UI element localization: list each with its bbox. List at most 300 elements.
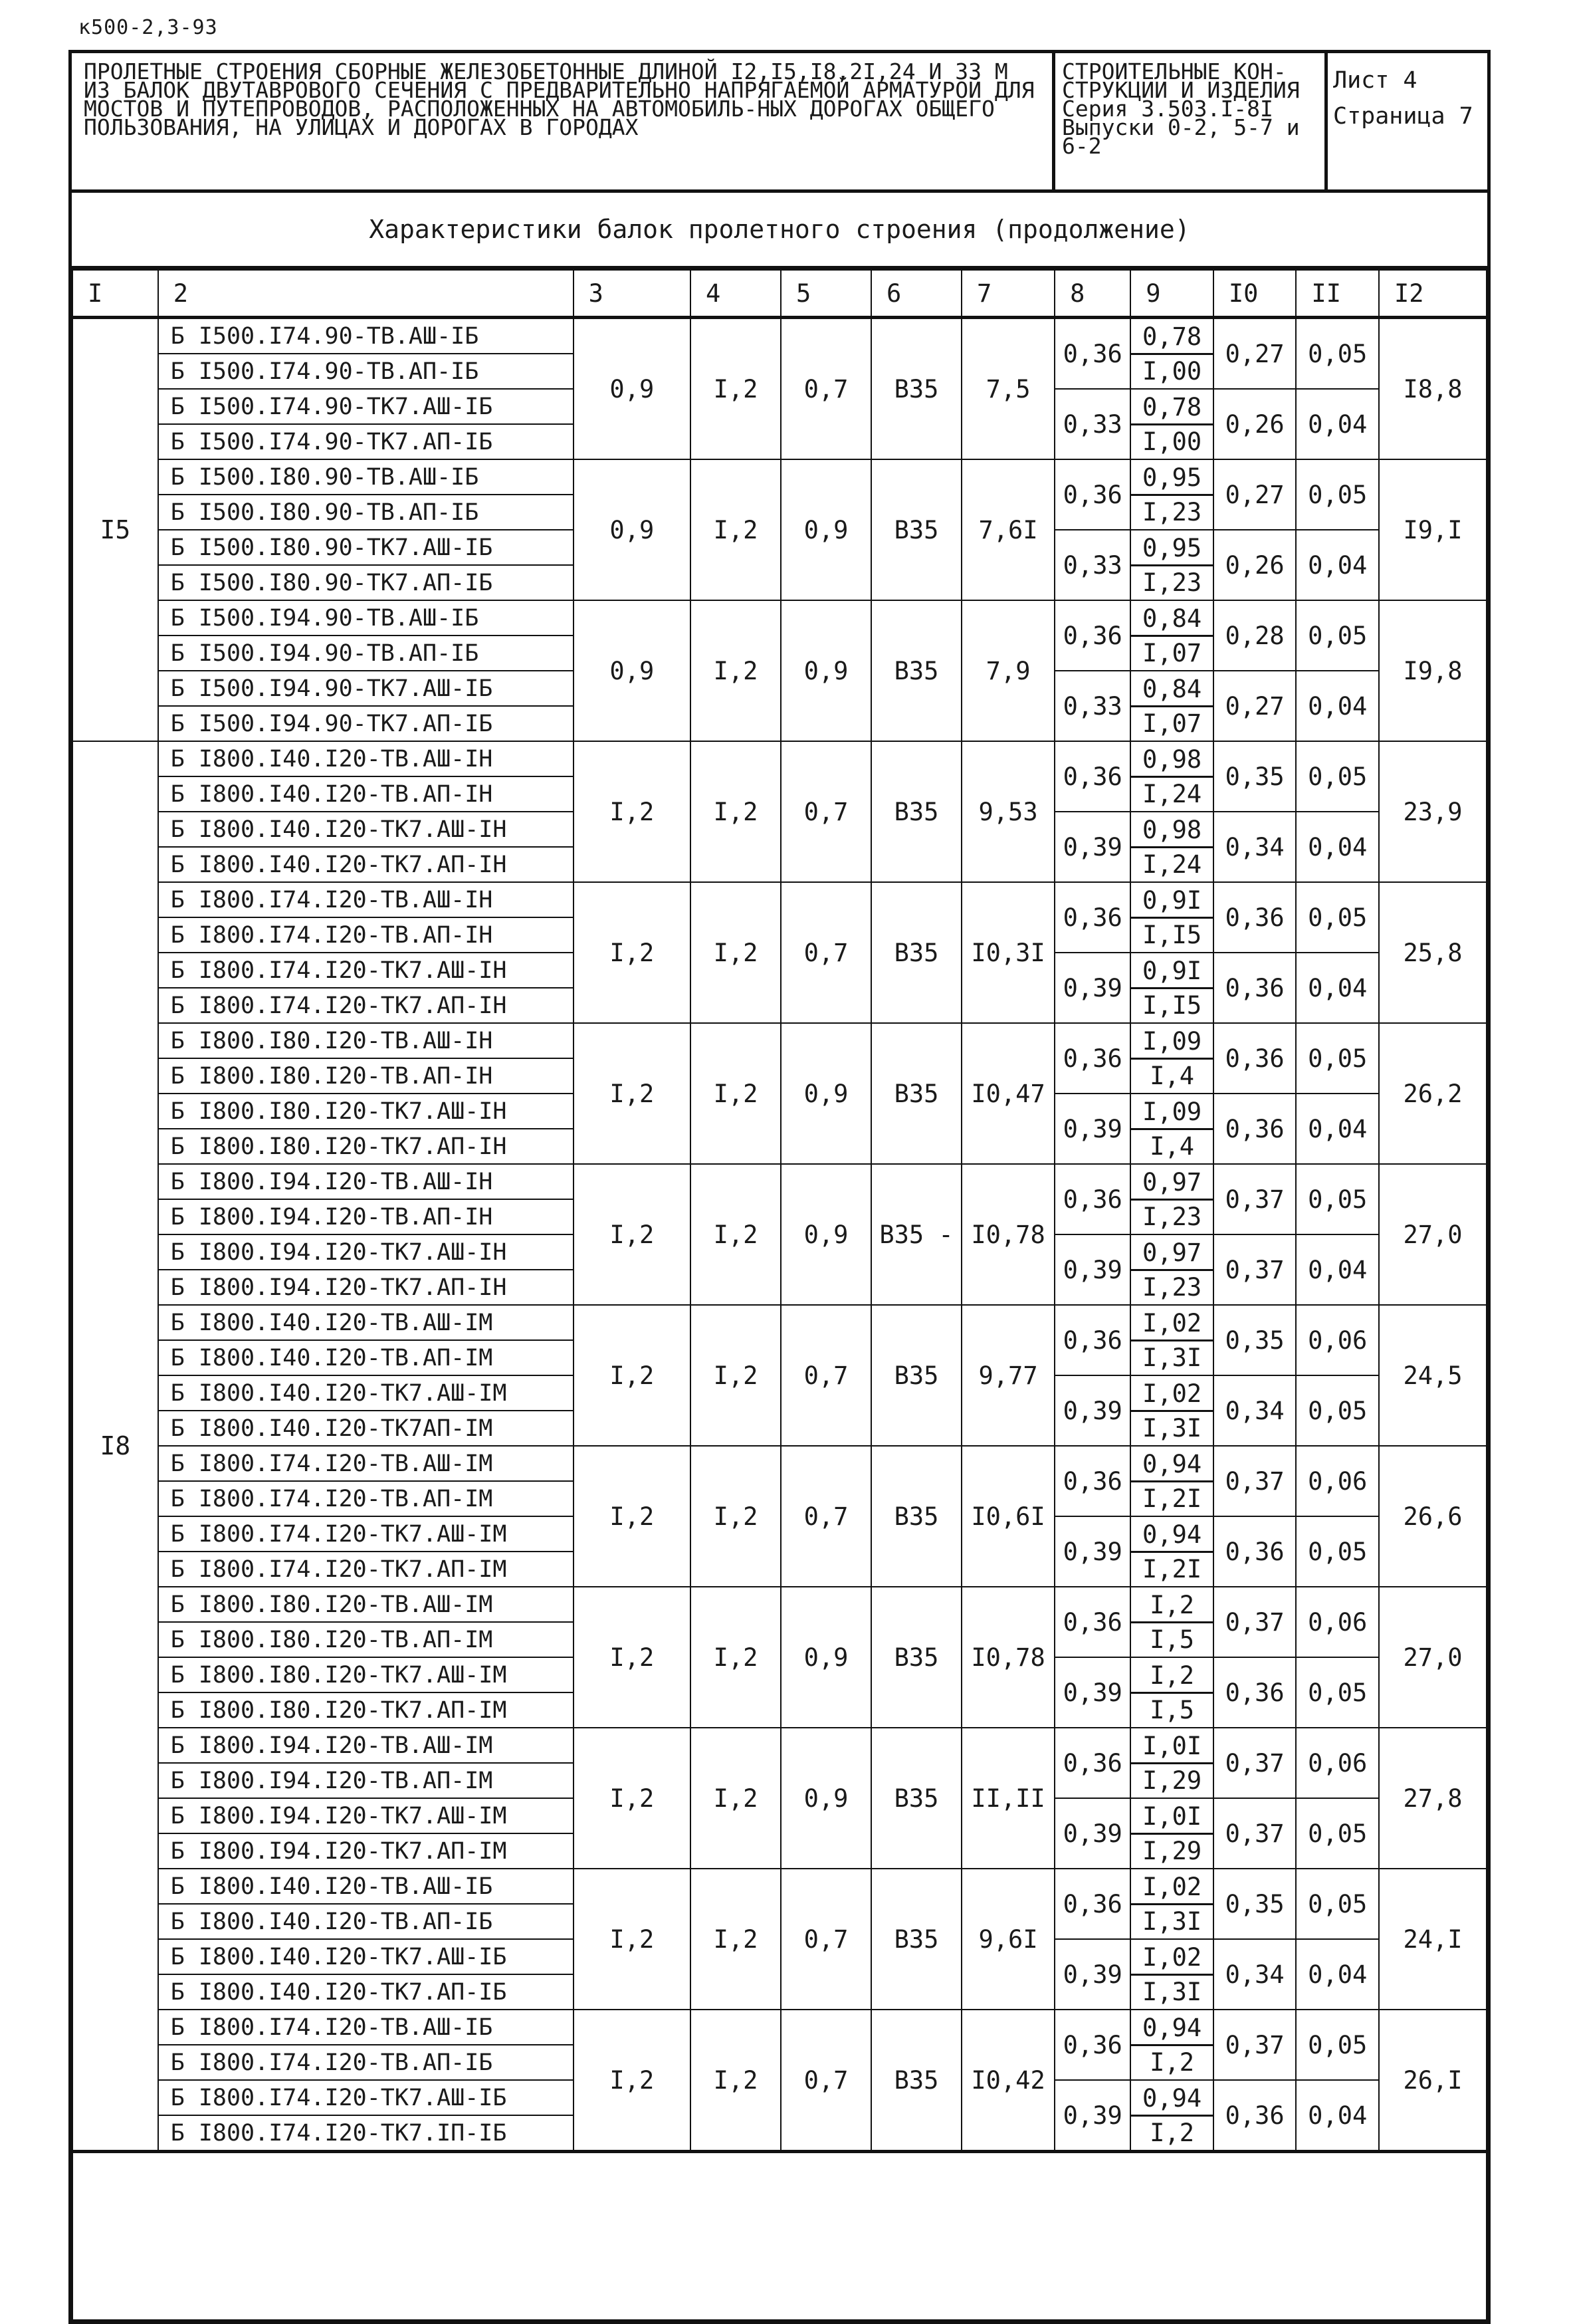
empty-footer-row xyxy=(72,2152,1487,2321)
ratio-numerator: I,2 xyxy=(1131,1589,1213,1623)
beam-mark-cell: Б I800.I40.I20-ТВ.АП-IН xyxy=(158,776,574,812)
col11-cell: 0,05 xyxy=(1296,882,1379,953)
col10-cell: 0,27 xyxy=(1213,459,1297,530)
col8-cell: 0,39 xyxy=(1055,1094,1130,1164)
col5-cell: 0,9 xyxy=(781,1023,871,1164)
col11-cell: 0,06 xyxy=(1296,1728,1379,1798)
col10-cell: 0,36 xyxy=(1213,953,1297,1023)
beam-mark-cell: Б I800.I74.I20-ТВ.АП-IН xyxy=(158,917,574,953)
col10-cell: 0,36 xyxy=(1213,1023,1297,1094)
ratio-numerator: I,02 xyxy=(1131,1871,1213,1905)
col5-cell: 0,7 xyxy=(781,882,871,1023)
col8-cell: 0,36 xyxy=(1055,1164,1130,1234)
reinforcement-ratio-cell xyxy=(1130,812,1213,882)
col10-cell: 0,34 xyxy=(1213,1939,1297,2010)
col3-cell: I,2 xyxy=(574,1446,690,1587)
table-row xyxy=(72,1023,1487,1058)
col10-cell: 0,26 xyxy=(1213,530,1297,600)
col11-cell: 0,05 xyxy=(1296,1375,1379,1446)
col3-cell: I,2 xyxy=(574,741,690,882)
col4-cell: I,2 xyxy=(690,741,781,882)
reinforcement-ratio-cell xyxy=(1130,1094,1213,1164)
header-cell: 2 xyxy=(158,270,574,318)
document-code: к500-2,3-93 xyxy=(78,16,218,39)
ratio-denominator: I,23 xyxy=(1142,497,1202,526)
col10-cell: 0,37 xyxy=(1213,1728,1297,1798)
col5-cell: 0,7 xyxy=(781,1305,871,1446)
col8-cell: 0,39 xyxy=(1055,1516,1130,1587)
beam-mark-cell: Б I800.I74.I20-ТВ.АП-IБ xyxy=(158,2045,574,2080)
col5-cell: 0,9 xyxy=(781,600,871,741)
table-row xyxy=(72,1305,1487,1340)
ratio-denominator: I,24 xyxy=(1142,850,1202,879)
ratio-numerator: I,0I xyxy=(1131,1800,1213,1835)
page-number: Страница 7 xyxy=(1333,103,1473,130)
concrete-class-cell: В35 xyxy=(871,1305,962,1446)
beam-mark-cell: Б I800.I74.I20-ТК7.АШ-IБ xyxy=(158,2080,574,2115)
weight-cell: 27,0 xyxy=(1379,1164,1487,1305)
col5-cell: 0,7 xyxy=(781,1869,871,2010)
col7-cell: 7,9 xyxy=(962,600,1055,741)
concrete-class-cell: В35 - xyxy=(871,1164,962,1305)
concrete-class-cell: В35 xyxy=(871,1023,962,1164)
weight-cell: 26,2 xyxy=(1379,1023,1487,1164)
reinforcement-ratio-cell xyxy=(1130,1798,1213,1869)
col11-cell: 0,04 xyxy=(1296,1234,1379,1305)
col10-cell: 0,35 xyxy=(1213,1305,1297,1375)
col11-cell: 0,05 xyxy=(1296,1657,1379,1728)
beam-mark-cell: Б I800.I74.I20-ТВ.АШ-IМ xyxy=(158,1446,574,1481)
reinforcement-ratio-cell xyxy=(1130,1234,1213,1305)
col11-cell: 0,04 xyxy=(1296,671,1379,741)
col11-cell: 0,05 xyxy=(1296,1798,1379,1869)
beam-characteristics-table xyxy=(72,269,1487,2321)
col4-cell: I,2 xyxy=(690,600,781,741)
col3-cell: I,2 xyxy=(574,1587,690,1728)
sheet-info xyxy=(1328,53,1487,189)
table-row xyxy=(72,318,1487,354)
beam-mark-cell: Б I800.I80.I20-ТВ.АП-IН xyxy=(158,1058,574,1094)
beam-mark-cell: Б I500.I74.90-ТК7.АП-IБ xyxy=(158,424,574,459)
beam-mark-cell: Б I500.I94.90-ТВ.АП-IБ xyxy=(158,636,574,671)
weight-cell: 26,I xyxy=(1379,2010,1487,2152)
col8-cell: 0,39 xyxy=(1055,2080,1130,2152)
ratio-numerator: 0,94 xyxy=(1131,1518,1213,1553)
col4-cell: I,2 xyxy=(690,1446,781,1587)
col8-cell: 0,36 xyxy=(1055,882,1130,953)
col7-cell: I0,78 xyxy=(962,1587,1055,1728)
ratio-denominator: I,4 xyxy=(1150,1061,1194,1090)
ratio-numerator: I,2 xyxy=(1131,1659,1213,1694)
concrete-class-cell: В35 xyxy=(871,741,962,882)
beam-mark-cell: Б I800.I40.I20-ТК7АП-IМ xyxy=(158,1411,574,1446)
beam-mark-cell: Б I500.I74.90-ТВ.АШ-IБ xyxy=(158,318,574,354)
col5-cell: 0,9 xyxy=(781,1164,871,1305)
weight-cell: 24,I xyxy=(1379,1869,1487,2010)
ratio-denominator: I,3I xyxy=(1142,1977,1202,2006)
reinforcement-ratio-cell xyxy=(1130,882,1213,953)
ratio-numerator: 0,84 xyxy=(1131,673,1213,707)
reinforcement-ratio-cell xyxy=(1130,741,1213,812)
document-title: ПРОЛЕТНЫЕ СТРОЕНИЯ СБОРНЫЕ ЖЕЛЕЗОБЕТОННЫЕ ДЛИНОЙ I2,I5,I8,2I,24 И 33 М ИЗ БАЛОК ДВУТАВРОВОГО СЕЧЕНИЯ С ПРЕДВАРИТЕЛЬНО НАПРЯГАЕМОЙ АРМАТУРОЙ ДЛЯ МОСТОВ И ПУТЕПРОВОДОВ, РАСПОЛОЖЕННЫХ НА АВТОМОБИЛЬ-НЫХ ДОРОГАХ ОБЩЕГО ПОЛЬЗОВАНИЯ, НА УЛИЦАХ И ДОРОГАХ В ГОРОДАХ xyxy=(72,53,1055,189)
reinforcement-ratio-cell xyxy=(1130,1657,1213,1728)
table-row xyxy=(72,600,1487,636)
weight-cell: 26,6 xyxy=(1379,1446,1487,1587)
col4-cell: I,2 xyxy=(690,1728,781,1869)
concrete-class-cell: В35 xyxy=(871,882,962,1023)
col4-cell: I,2 xyxy=(690,318,781,460)
empty-cell xyxy=(72,2152,1487,2321)
ratio-denominator: I,2 xyxy=(1150,2047,1194,2077)
beam-mark-cell: Б I800.I40.I20-ТВ.АШ-IМ xyxy=(158,1305,574,1340)
col3-cell: I,2 xyxy=(574,1305,690,1446)
col8-cell: 0,39 xyxy=(1055,1657,1130,1728)
col11-cell: 0,05 xyxy=(1296,1516,1379,1587)
ratio-denominator: I,29 xyxy=(1142,1836,1202,1865)
beam-mark-cell: Б I500.I80.90-ТВ.АП-IБ xyxy=(158,495,574,530)
col8-cell: 0,36 xyxy=(1055,1305,1130,1375)
reinforcement-ratio-cell xyxy=(1130,2010,1213,2080)
ratio-denominator: I,2 xyxy=(1150,2118,1194,2147)
col3-cell: I,2 xyxy=(574,2010,690,2152)
beam-mark-cell: Б I800.I80.I20-ТВ.АП-IМ xyxy=(158,1622,574,1657)
beam-mark-cell: Б I800.I40.I20-ТВ.АШ-IБ xyxy=(158,1869,574,1904)
ratio-denominator: I,07 xyxy=(1142,709,1202,738)
weight-cell: 23,9 xyxy=(1379,741,1487,882)
ratio-numerator: I,02 xyxy=(1131,1941,1213,1976)
reinforcement-ratio-cell xyxy=(1130,1869,1213,1939)
col4-cell: I,2 xyxy=(690,459,781,600)
beam-mark-cell: Б I800.I74.I20-ТК7.АП-IМ xyxy=(158,1552,574,1587)
reinforcement-ratio-cell xyxy=(1130,671,1213,741)
col10-cell: 0,34 xyxy=(1213,812,1297,882)
drawing-frame xyxy=(68,50,1491,2324)
beam-mark-cell: Б I500.I80.90-ТВ.АШ-IБ xyxy=(158,459,574,495)
ratio-denominator: I,3I xyxy=(1142,1907,1202,1936)
table-row xyxy=(72,1587,1487,1622)
col3-cell: 0,9 xyxy=(574,459,690,600)
col8-cell: 0,39 xyxy=(1055,1798,1130,1869)
col4-cell: I,2 xyxy=(690,1164,781,1305)
reinforcement-ratio-cell xyxy=(1130,1939,1213,2010)
beam-mark-cell: Б I800.I94.I20-ТВ.АП-IМ xyxy=(158,1763,574,1798)
concrete-class-cell: В35 xyxy=(871,318,962,460)
col10-cell: 0,37 xyxy=(1213,1798,1297,1869)
col4-cell: I,2 xyxy=(690,2010,781,2152)
table-row xyxy=(72,2010,1487,2045)
reinforcement-ratio-cell xyxy=(1130,2080,1213,2152)
beam-mark-cell: Б I500.I94.90-ТВ.АШ-IБ xyxy=(158,600,574,636)
table-row xyxy=(72,1164,1487,1199)
beam-mark-cell: Б I800.I94.I20-ТК7.АП-IМ xyxy=(158,1833,574,1869)
concrete-class-cell: В35 xyxy=(871,1728,962,1869)
reinforcement-ratio-cell xyxy=(1130,530,1213,600)
beam-mark-cell: Б I800.I40.I20-ТВ.АШ-IН xyxy=(158,741,574,776)
col11-cell: 0,06 xyxy=(1296,1446,1379,1516)
table-caption: Характеристики балок пролетного строения (продолжение) xyxy=(72,193,1487,269)
col8-cell: 0,36 xyxy=(1055,1728,1130,1798)
reinforcement-ratio-cell xyxy=(1130,1587,1213,1657)
ratio-numerator: 0,9I xyxy=(1131,884,1213,919)
span-length-cell: I5 xyxy=(72,318,158,742)
col7-cell: 9,77 xyxy=(962,1305,1055,1446)
col8-cell: 0,39 xyxy=(1055,953,1130,1023)
col11-cell: 0,05 xyxy=(1296,459,1379,530)
ratio-denominator: I,5 xyxy=(1150,1625,1194,1654)
ratio-numerator: 0,98 xyxy=(1131,814,1213,848)
beam-mark-cell: Б I800.I74.I20-ТК7.АШ-IН xyxy=(158,953,574,988)
beam-mark-cell: Б I800.I74.I20-ТВ.АП-IМ xyxy=(158,1481,574,1516)
col8-cell: 0,36 xyxy=(1055,741,1130,812)
col3-cell: 0,9 xyxy=(574,318,690,460)
col5-cell: 0,7 xyxy=(781,318,871,460)
reinforcement-ratio-cell xyxy=(1130,1728,1213,1798)
col11-cell: 0,05 xyxy=(1296,1023,1379,1094)
ratio-numerator: 0,98 xyxy=(1131,743,1213,778)
ratio-numerator: 0,78 xyxy=(1131,320,1213,355)
col10-cell: 0,28 xyxy=(1213,600,1297,671)
col11-cell: 0,04 xyxy=(1296,812,1379,882)
col11-cell: 0,04 xyxy=(1296,1939,1379,2010)
header-cell: I0 xyxy=(1213,270,1297,318)
reinforcement-ratio-cell xyxy=(1130,1164,1213,1234)
concrete-class-cell: В35 xyxy=(871,2010,962,2152)
col10-cell: 0,27 xyxy=(1213,318,1297,390)
ratio-numerator: 0,94 xyxy=(1131,2012,1213,2046)
ratio-numerator: 0,95 xyxy=(1131,532,1213,566)
beam-mark-cell: Б I800.I94.I20-ТВ.АШ-IН xyxy=(158,1164,574,1199)
col7-cell: I0,6I xyxy=(962,1446,1055,1587)
col7-cell: I0,47 xyxy=(962,1023,1055,1164)
ratio-numerator: 0,78 xyxy=(1131,391,1213,425)
ratio-denominator: I,3I xyxy=(1142,1343,1202,1372)
beam-mark-cell: Б I800.I40.I20-ТК7.АП-IБ xyxy=(158,1974,574,2010)
col10-cell: 0,36 xyxy=(1213,882,1297,953)
reinforcement-ratio-cell xyxy=(1130,953,1213,1023)
table-row xyxy=(72,1446,1487,1481)
beam-mark-cell: Б I800.I80.I20-ТК7.АП-IМ xyxy=(158,1692,574,1728)
beam-mark-cell: Б I500.I74.90-ТК7.АШ-IБ xyxy=(158,389,574,424)
beam-mark-cell: Б I800.I94.I20-ТК7.АШ-IН xyxy=(158,1234,574,1270)
col10-cell: 0,36 xyxy=(1213,1657,1297,1728)
header-cell: I xyxy=(72,270,158,318)
col11-cell: 0,04 xyxy=(1296,530,1379,600)
ratio-denominator: I,23 xyxy=(1142,1202,1202,1231)
beam-mark-cell: Б I800.I74.I20-ТК7.АП-IН xyxy=(158,988,574,1023)
col10-cell: 0,36 xyxy=(1213,1516,1297,1587)
table-row xyxy=(72,1728,1487,1763)
col10-cell: 0,37 xyxy=(1213,1446,1297,1516)
beam-mark-cell: Б I800.I40.I20-ТК7.АШ-IН xyxy=(158,812,574,847)
col10-cell: 0,34 xyxy=(1213,1375,1297,1446)
col8-cell: 0,39 xyxy=(1055,1234,1130,1305)
beam-mark-cell: Б I800.I40.I20-ТК7.АП-IН xyxy=(158,847,574,882)
col10-cell: 0,26 xyxy=(1213,389,1297,459)
col8-cell: 0,36 xyxy=(1055,1446,1130,1516)
ratio-numerator: 0,97 xyxy=(1131,1236,1213,1271)
header-cell: 9 xyxy=(1130,270,1213,318)
beam-mark-cell: Б I500.I80.90-ТК7.АШ-IБ xyxy=(158,530,574,565)
header-cell: 7 xyxy=(962,270,1055,318)
col8-cell: 0,36 xyxy=(1055,459,1130,530)
col4-cell: I,2 xyxy=(690,1587,781,1728)
ratio-denominator: I,23 xyxy=(1142,1272,1202,1302)
header-cell: 4 xyxy=(690,270,781,318)
ratio-numerator: 0,94 xyxy=(1131,1448,1213,1482)
col10-cell: 0,37 xyxy=(1213,1234,1297,1305)
col7-cell: I0,3I xyxy=(962,882,1055,1023)
col11-cell: 0,04 xyxy=(1296,1094,1379,1164)
col5-cell: 0,9 xyxy=(781,459,871,600)
col4-cell: I,2 xyxy=(690,1869,781,2010)
reinforcement-ratio-cell xyxy=(1130,459,1213,530)
col11-cell: 0,04 xyxy=(1296,953,1379,1023)
col8-cell: 0,36 xyxy=(1055,1587,1130,1657)
ratio-denominator: I,3I xyxy=(1142,1413,1202,1443)
ratio-numerator: I,0I xyxy=(1131,1730,1213,1764)
ratio-numerator: I,09 xyxy=(1131,1025,1213,1060)
col4-cell: I,2 xyxy=(690,1305,781,1446)
col10-cell: 0,37 xyxy=(1213,2010,1297,2080)
col8-cell: 0,39 xyxy=(1055,1939,1130,2010)
col11-cell: 0,05 xyxy=(1296,318,1379,390)
weight-cell: 25,8 xyxy=(1379,882,1487,1023)
col11-cell: 0,06 xyxy=(1296,1305,1379,1375)
header-row xyxy=(72,270,1487,318)
col3-cell: 0,9 xyxy=(574,600,690,741)
table-row xyxy=(72,1869,1487,1904)
col11-cell: 0,06 xyxy=(1296,1587,1379,1657)
beam-mark-cell: Б I800.I40.I20-ТВ.АП-IМ xyxy=(158,1340,574,1375)
col10-cell: 0,27 xyxy=(1213,671,1297,741)
concrete-class-cell: В35 xyxy=(871,459,962,600)
col11-cell: 0,04 xyxy=(1296,389,1379,459)
col8-cell: 0,39 xyxy=(1055,1375,1130,1446)
beam-mark-cell: Б I800.I80.I20-ТК7.АП-IН xyxy=(158,1129,574,1164)
concrete-class-cell: В35 xyxy=(871,600,962,741)
reinforcement-ratio-cell xyxy=(1130,318,1213,390)
ratio-numerator: 0,9I xyxy=(1131,955,1213,989)
beam-mark-cell: Б I800.I80.I20-ТК7.АШ-IМ xyxy=(158,1657,574,1692)
col7-cell: II,II xyxy=(962,1728,1055,1869)
col10-cell: 0,35 xyxy=(1213,741,1297,812)
col3-cell: I,2 xyxy=(574,1164,690,1305)
beam-mark-cell: Б I800.I80.I20-ТК7.АШ-IН xyxy=(158,1094,574,1129)
ratio-numerator: I,09 xyxy=(1131,1096,1213,1130)
col8-cell: 0,36 xyxy=(1055,1023,1130,1094)
col11-cell: 0,05 xyxy=(1296,600,1379,671)
beam-mark-cell: Б I800.I94.I20-ТВ.АП-IН xyxy=(158,1199,574,1234)
ratio-denominator: I,I5 xyxy=(1142,920,1202,949)
beam-mark-cell: Б I800.I94.I20-ТВ.АШ-IМ xyxy=(158,1728,574,1763)
title-block xyxy=(72,53,1487,193)
col5-cell: 0,7 xyxy=(781,741,871,882)
series-info: СТРОИТЕЛЬНЫЕ КОН-СТРУКЦИИ И ИЗДЕЛИЯ Серия 3.503.I-8I Выпуски 0-2, 5-7 и 6-2 xyxy=(1055,53,1328,189)
ratio-numerator: 0,97 xyxy=(1131,1166,1213,1201)
weight-cell: I8,8 xyxy=(1379,318,1487,460)
ratio-numerator: 0,95 xyxy=(1131,461,1213,496)
sheet-number: Лист 4 xyxy=(1333,67,1417,94)
header-cell: 3 xyxy=(574,270,690,318)
ratio-denominator: I,5 xyxy=(1150,1695,1194,1724)
beam-mark-cell: Б I800.I40.I20-ТВ.АП-IБ xyxy=(158,1904,574,1939)
col11-cell: 0,05 xyxy=(1296,1869,1379,1939)
header-cell: II xyxy=(1296,270,1379,318)
beam-mark-cell: Б I800.I74.I20-ТВ.АШ-IБ xyxy=(158,2010,574,2045)
col3-cell: I,2 xyxy=(574,882,690,1023)
concrete-class-cell: В35 xyxy=(871,1446,962,1587)
col5-cell: 0,9 xyxy=(781,1728,871,1869)
ratio-numerator: I,02 xyxy=(1131,1377,1213,1412)
col3-cell: I,2 xyxy=(574,1869,690,2010)
col4-cell: I,2 xyxy=(690,1023,781,1164)
beam-mark-cell: Б I800.I80.I20-ТВ.АШ-IН xyxy=(158,1023,574,1058)
col11-cell: 0,05 xyxy=(1296,1164,1379,1234)
col7-cell: 7,5 xyxy=(962,318,1055,460)
header-cell: 6 xyxy=(871,270,962,318)
col10-cell: 0,36 xyxy=(1213,2080,1297,2152)
header-cell: I2 xyxy=(1379,270,1487,318)
col5-cell: 0,7 xyxy=(781,1446,871,1587)
ratio-denominator: I,24 xyxy=(1142,779,1202,808)
beam-mark-cell: Б I800.I74.I20-ТК7.АШ-IМ xyxy=(158,1516,574,1552)
beam-mark-cell: Б I800.I40.I20-ТК7.АШ-IБ xyxy=(158,1939,574,1974)
col7-cell: 9,53 xyxy=(962,741,1055,882)
col10-cell: 0,36 xyxy=(1213,1094,1297,1164)
span-length-cell: I8 xyxy=(72,741,158,2152)
col11-cell: 0,04 xyxy=(1296,2080,1379,2152)
col10-cell: 0,35 xyxy=(1213,1869,1297,1939)
col11-cell: 0,05 xyxy=(1296,741,1379,812)
col7-cell: I0,78 xyxy=(962,1164,1055,1305)
beam-mark-cell: Б I800.I74.I20-ТК7.IП-IБ xyxy=(158,2115,574,2152)
reinforcement-ratio-cell xyxy=(1130,1446,1213,1516)
beam-mark-cell: Б I800.I94.I20-ТК7.АП-IН xyxy=(158,1270,574,1305)
reinforcement-ratio-cell xyxy=(1130,1516,1213,1587)
ratio-denominator: I,23 xyxy=(1142,568,1202,597)
ratio-numerator: I,02 xyxy=(1131,1307,1213,1341)
table-row xyxy=(72,882,1487,917)
beam-mark-cell: Б I800.I40.I20-ТК7.АШ-IМ xyxy=(158,1375,574,1411)
col10-cell: 0,37 xyxy=(1213,1587,1297,1657)
ratio-denominator: I,4 xyxy=(1150,1131,1194,1161)
col4-cell: I,2 xyxy=(690,882,781,1023)
header-cell: 8 xyxy=(1055,270,1130,318)
col7-cell: I0,42 xyxy=(962,2010,1055,2152)
col8-cell: 0,36 xyxy=(1055,2010,1130,2080)
ratio-denominator: I,2I xyxy=(1142,1554,1202,1583)
concrete-class-cell: В35 xyxy=(871,1869,962,2010)
beam-mark-cell: Б I800.I74.I20-ТВ.АШ-IН xyxy=(158,882,574,917)
col11-cell: 0,05 xyxy=(1296,2010,1379,2080)
weight-cell: 24,5 xyxy=(1379,1305,1487,1446)
ratio-denominator: I,29 xyxy=(1142,1766,1202,1795)
weight-cell: 27,8 xyxy=(1379,1728,1487,1869)
beam-mark-cell: Б I800.I94.I20-ТК7.АШ-IМ xyxy=(158,1798,574,1833)
col8-cell: 0,33 xyxy=(1055,671,1130,741)
ratio-denominator: I,2I xyxy=(1142,1484,1202,1513)
col5-cell: 0,9 xyxy=(781,1587,871,1728)
col8-cell: 0,36 xyxy=(1055,600,1130,671)
col8-cell: 0,33 xyxy=(1055,530,1130,600)
table-row xyxy=(72,459,1487,495)
col7-cell: 7,6I xyxy=(962,459,1055,600)
col10-cell: 0,37 xyxy=(1213,1164,1297,1234)
ratio-numerator: 0,84 xyxy=(1131,602,1213,637)
col5-cell: 0,7 xyxy=(781,2010,871,2152)
col8-cell: 0,39 xyxy=(1055,812,1130,882)
ratio-denominator: I,00 xyxy=(1142,356,1202,386)
